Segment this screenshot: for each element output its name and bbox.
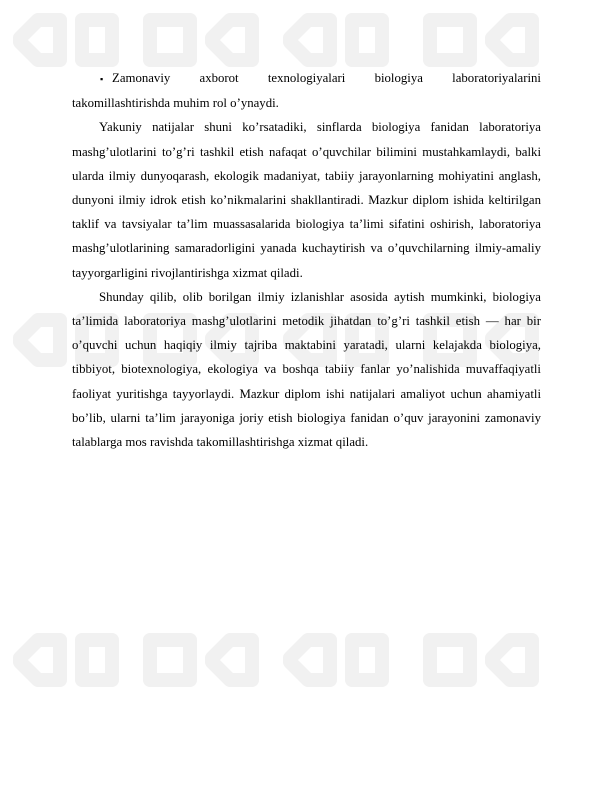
document-body	[72, 66, 541, 454]
bullet-first-line	[72, 66, 541, 91]
square-bullet-icon: ▪	[100, 74, 104, 84]
bullet-text-line-1: Zamonaviy axborot texnologiyalari biologiya laboratoriyalarini	[112, 71, 541, 85]
bullet-list-item	[72, 66, 541, 115]
bullet-text-line-2: takomillashtirishda muhim rol o’ynaydi.	[72, 96, 279, 111]
paragraph-conclusion-1: Yakuniy natijalar shuni ko’rsatadiki, sinflarda biologiya fanidan laboratoriya mashg’ulotlarini to’g’ri tashkil etish nafaqat o’quvchilar bilimini mustahkamlaydi, balki ularda ilmiy dunyoqarash, ekologik madaniyat, tabiiy jarayonlarning mohiyatini anglash, dunyoni ilmiy idrok etish ko’nikmalarini shakllantiradi. Mazkur diplom ishida keltirilgan taklif va tavsiyalar ta’lim muassasalarida biologiya ta’limi sifatini oshirish, laboratoriya mashg’ulotlarining samaradorligini yanada kuchaytirish va o’quvchilarning ilmiy-amaliy tayyorgarligini rivojlantirishga xizmat qiladi.	[72, 120, 541, 280]
paragraph-conclusion-2: Shunday qilib, olib borilgan ilmiy izlanishlar asosida aytish mumkinki, biologiya ta’limida laboratoriya mashg’ulotlarini metodik jihatdan to’g’ri tashkil etish — har bir o’quvchi uchun haqiqiy ilmiy tajriba maktabini yaratadi, ularni kelajakda biologiya, tibbiyot, biotexnologiya, ekologiya va boshqa tabiiy fanlar yo’nalishida muvaffaqiyatli faoliyat yuritishga tayyorlaydi. Mazkur diplom ishi natijalari amaliyot uchun ahamiyatli bo’lib, ularni ta’lim jarayoniga joriy etish biologiya fanidan o’quv jarayonini zamonaviy talablarga mos ravishda takomillashtirishga xizmat qiladi.	[72, 289, 541, 450]
